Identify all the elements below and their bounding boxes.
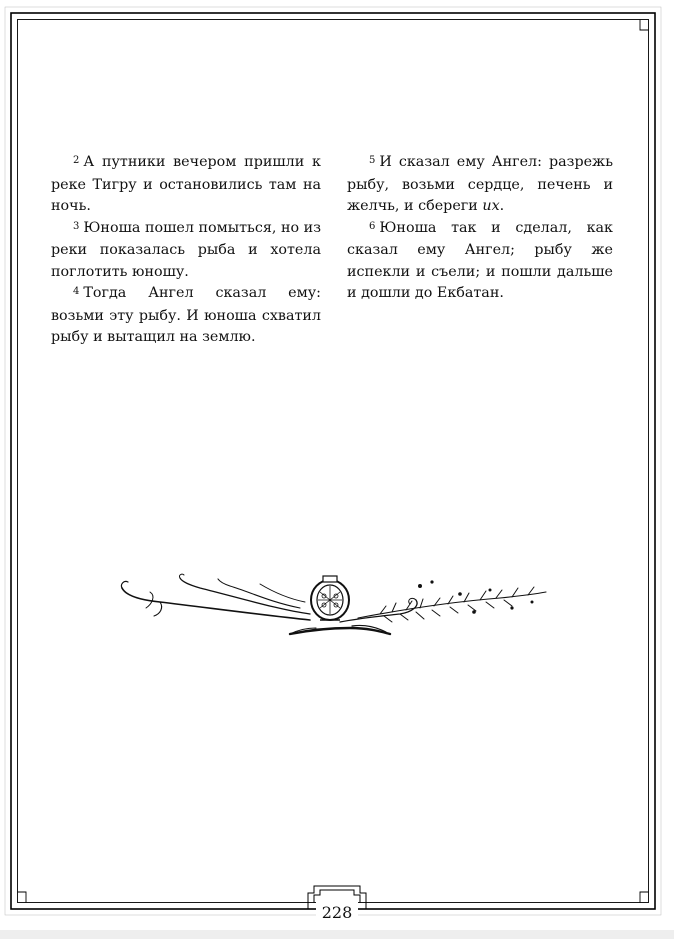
floral-vignette-icon [120,572,550,644]
verse-3 [51,218,321,284]
verse-text: Тогда Ангел сказал ему: возьми эту рыбу. И юноша схватил рыбу и вытащил на землю. [51,285,321,345]
verse-text: А путники вечером пришли к реке Тигру и остановились там на ночь. [51,154,321,214]
verse-number: 3 [73,220,80,232]
page-number: 228 [316,902,358,924]
verse-4 [51,283,321,349]
verse-6 [347,218,613,305]
verse-text: Юноша пошел помыться, но из реки показалась рыба и хотела поглотить юношу. [51,219,321,280]
verse-number: 6 [369,220,376,232]
verse-number: 2 [73,155,80,166]
verse-text: Юноша так и сделал, как сказал ему Ангел; рыбу же испекли и съели; и пошли дальше и дошли до Екбатан. [347,219,613,301]
viewer-bottom-strip [0,930,674,939]
verse-italic: их [482,198,500,214]
verse-text: И сказал ему Ангел: разрежь рыбу, возьми сердце, печень и желчь, и сбереги [347,154,613,214]
verse-number: 5 [369,155,376,166]
verse-2 [51,152,321,218]
text-column-right [347,152,613,305]
text-column-left [51,152,321,349]
verse-5 [347,152,613,218]
verse-end: . [499,198,505,214]
verse-number: 4 [73,286,80,297]
